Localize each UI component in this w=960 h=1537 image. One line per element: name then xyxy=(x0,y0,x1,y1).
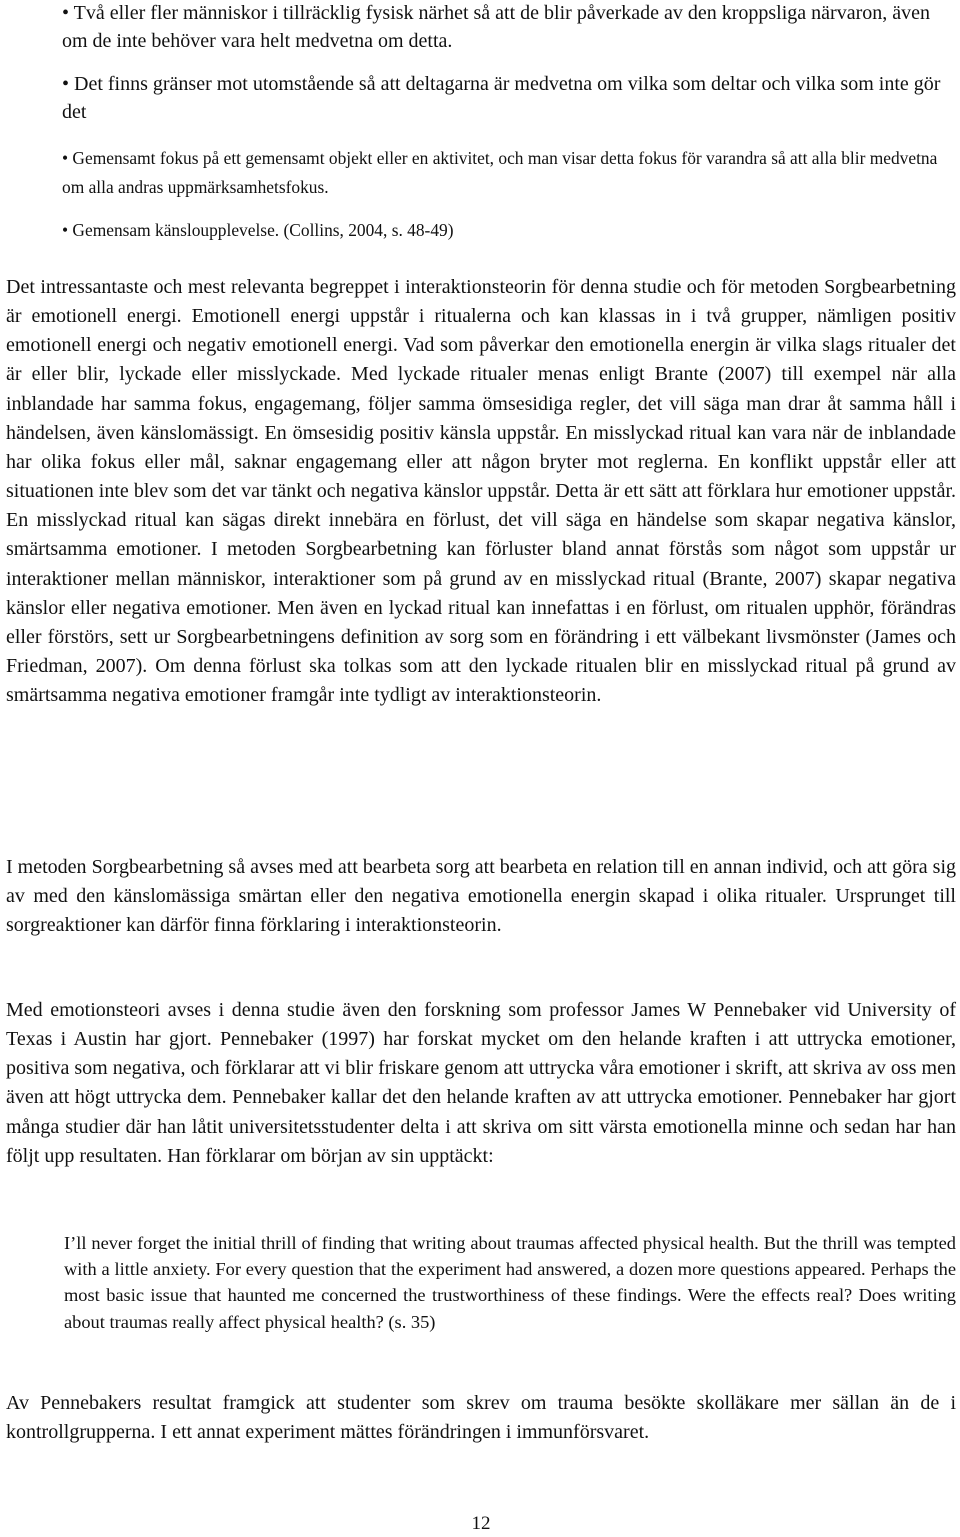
paragraph-emotional-energy: Det intressantaste och mest relevanta begreppet i interaktionsteorin för denna studie och för metoden Sorgbearbetning är emotionell energi. Emotionell energi uppstår i ritualerna och kan klassas in i två grupper, nämligen positiv emotionell energi och negativ emotionell energi. Vad som påverkar den emotionella energin är vilka slags ritualer det är eller blir, lyckade eller misslyckade. Med lyckade ritualer menas enligt Brante (2007) till exempel när alla inblandade har samma fokus, engagemang, följer samma ömsesidiga regler, det vill säga man drar åt samma håll i händelsen, även känslomässigt. En ömsesidig positiv känsla uppstår. En misslyckad ritual kan vara när de inblandade har olika fokus eller mål, saknar engagemang eller att någon bryter mot reglerna. En konflikt uppstår eller att situationen inte blev som det var tänkt och negativa känslor uppstår. Detta är ett sätt att förklara hur emotioner uppstår. En misslyckad ritual kan sägas direkt innebära en förlust, det vill säga en händelse som skapar negativa känslor, smärtsamma emotioner. I metoden Sorgbearbetning kan förluster bland annat förstås som något som uppstår ur interaktioner mellan människor, interaktioner som på grund av en misslyckad ritual (Brante, 2007) skapar negativa känslor eller negativa emotioner. Men även en lyckad ritual kan innefattas i en förlust, om ritualen upphör, förändras eller förstörs, sett ur Sorgbearbetningens definition av sorg som en förändring i ett välbekant livsmönster (James och Friedman, 2007). Om denna förlust ska tolkas som att den lyckade ritualen blir en misslyckad ritual på grund av smärtsamma negativa emotioner framgår inte tydligt av interaktionsteorin. xyxy=(6,276,956,707)
document-page xyxy=(6,0,956,1537)
bullet-item-shared-focus: • Gemensamt fokus på ett gemensamt objekt eller en aktivitet, och man visar detta fokus för varandra så att alla blir medvetna om alla andras uppmärksamhetsfokus. xyxy=(62,148,938,197)
page-number: 12 xyxy=(471,1513,491,1534)
paragraph-grief-processing: I metoden Sorgbearbetning så avses med att bearbeta sorg att bearbeta en relation till en annan individ, och att göra sig av med den känslomässiga smärtan eller den negativa emotionella energin skapad i olika ritualer. Ursprunget till sorgreaktioner kan därför finna förklaring i interaktionsteorin. xyxy=(6,856,956,937)
paragraph-results: Av Pennebakers resultat framgick att studenter som skrev om trauma besökte skolläkare mer sällan än de i kontrollgrupperna. I ett annat experiment mättes förändringen i immunförsvaret. xyxy=(6,1392,956,1444)
bullet-item-shared-emotion: • Gemensam känsloupplevelse. (Collins, 2004, s. 48-49) xyxy=(62,220,454,240)
bullet-item-participants: • Två eller fler människor i tillräcklig fysisk närhet så att de blir påverkade av den kroppsliga närvaron, även om de inte behöver vara helt medvetna om detta. xyxy=(62,2,930,52)
paragraph-pennebaker: Med emotionsteori avses i denna studie även den forskning som professor James W Pennebaker vid University of Texas i Austin har gjort. Pennebaker (1997) har forskat mycket om den helande kraften i att uttrycka emotioner, positiva som negativa, och förklarar att vi blir friskare genom att uttrycka våra emotioner i skrift, att skriva av oss men även att högt uttrycka dem. Pennebaker kallar det den helande kraften av att uttrycka emotioner. Pennebaker har gjort många studier där han låtit universitetsstudenter delta i att skriva om sitt värsta emotionella minne och sedan har han följt upp resultaten. Han förklarar om början av sin upptäckt: xyxy=(6,999,956,1167)
bullet-item-boundaries: • Det finns gränser mot utomstående så att deltagarna är medvetna om vilka som deltar och vilka som inte gör det xyxy=(62,73,941,123)
block-quote: I’ll never forget the initial thrill of finding that writing about traumas affected physical health. But the thrill was tempted with a little anxiety. For every question that the experiment had answered, a dozen more questions appeared. Perhaps the most basic issue that haunted me concerned the trustworthiness of these findings. Were the effects real? Does writing about traumas really affect physical health? (s. 35) xyxy=(64,1233,956,1332)
